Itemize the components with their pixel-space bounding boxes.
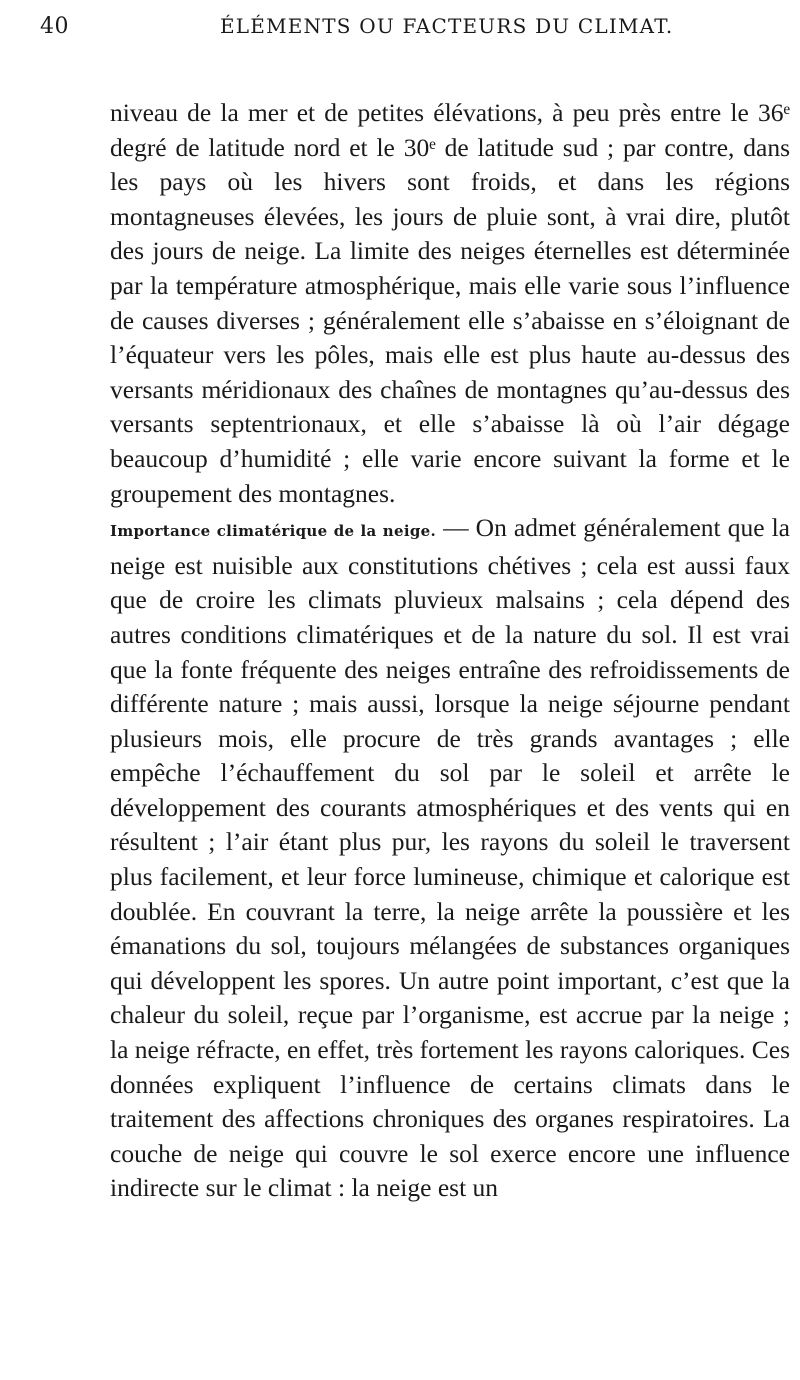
page-number: 40	[40, 14, 69, 39]
heading-dash: —	[436, 513, 476, 543]
body-text	[110, 96, 790, 1206]
paragraph-snow-importance	[110, 511, 790, 1206]
paragraph-text: On admet généralement que la neige est nuisible aux constitutions chétives ; cela est aussi faux que de croire les climats pluvieux malsains ; cela dépend des autres conditions climatériques et de la nature du sol. Il est vrai que la fonte fréquente des neiges entraîne des refroidissements de différente nature ; mais aussi, lorsque la neige séjourne pendant plusieurs mois, elle procure de très grands avantages ; elle empêche l’échauffement du sol par le soleil et arrête le développement des courants atmosphériques et des vents qui en résultent ; l’air étant plus pur, les rayons du soleil le traversent plus facilement, et leur force lumineuse, chimique et calorique est doublée. En couvrant la terre, la neige arrête la poussière et les émanations du sol, toujours mélangées de substances organiques qui développent les spores. Un autre point important, c’est que la chaleur du soleil, reçue par l’organisme, est accrue par la neige ; la neige réfracte, en effet, très fortement les rayons caloriques. Ces données expliquent l’influence de certains climats dans le traitement des affections chroniques des organes respiratoires. La couche de neige qui couvre le sol exerce encore une influence indirecte sur le climat : la neige est un	[110, 513, 790, 1203]
paragraph-continued: niveau de la mer et de petites élévations, à peu près entre le 36ᵉ degré de latitude nord et le 30ᵉ de latitude sud ; par contre, dans les pays où les hivers sont froids, et dans les régions montagneuses élevées, les jours de pluie sont, à vrai dire, plutôt des jours de neige. La limite des neiges éternelles est déterminée par la température atmosphérique, mais elle varie sous l’influence de causes diverses ; généralement elle s’abaisse en s’éloignant de l’équateur vers les pôles, mais elle est plus haute au-dessus des versants méridionaux des chaînes de montagnes qu’au-dessus des versants septentrionaux, et elle s’abaisse là où l’air dégage beaucoup d’humidité ; elle varie encore suivant la forme et le groupement des montagnes.	[110, 98, 790, 508]
running-header	[40, 0, 790, 40]
running-title: ÉLÉMENTS OU FACTEURS DU CLIMAT.	[220, 14, 674, 38]
section-heading: Importance climatérique de la neige.	[110, 522, 436, 541]
